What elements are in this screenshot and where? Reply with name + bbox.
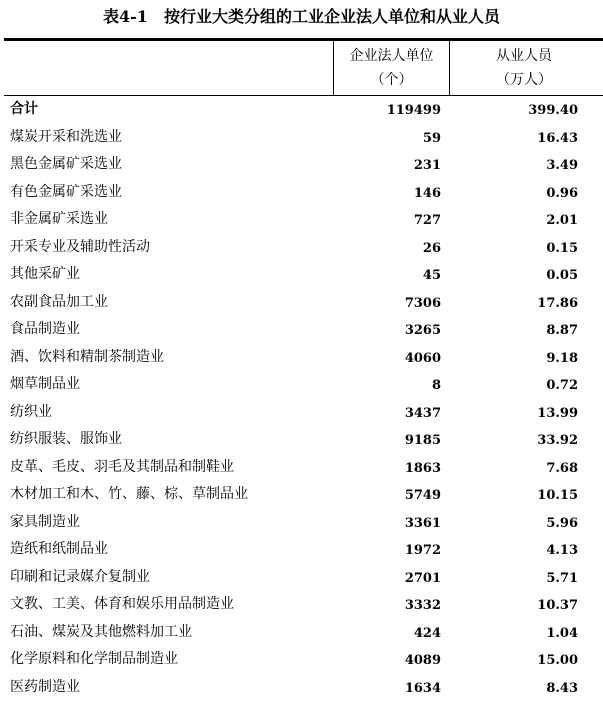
industry-name: 其他采矿业 [10,266,80,282]
table-number: 表4-1 [103,7,148,26]
units-value: 4060 [404,350,441,366]
units-value: 424 [413,625,441,641]
industry-name: 煤炭开采和洗选业 [10,128,122,145]
industry-name: 木材加工和木、竹、藤、棕、草制品业 [10,486,248,502]
table-row [0,151,603,179]
table-title-text: 按行业大类分组的工业企业法人单位和从业人员 [163,7,500,26]
industry-name: 非金属矿采选业 [10,211,108,227]
table-title [0,2,603,32]
table-row [0,646,603,674]
industry-name: 纺织业 [10,403,52,420]
industry-name: 家具制造业 [10,513,80,530]
header-units [334,44,449,94]
table-row [0,399,603,427]
table-row [0,674,603,702]
units-value: 8 [431,378,441,393]
table-row [0,289,603,317]
header-employees-unit: （万人） [496,72,552,88]
employees-value: 9.18 [546,350,578,366]
industry-name: 酒、饮料和精制茶制造业 [10,348,164,365]
industry-name: 石油、煤炭及其他燃料加工业 [10,623,192,640]
employees-value: 3.49 [546,158,578,173]
employees-value: 17.86 [537,295,578,311]
units-value: 45 [422,268,441,283]
table-row [0,481,603,509]
table-row [0,124,603,152]
units-value: 5749 [404,488,441,503]
table-row [0,564,603,592]
units-value: 26 [422,240,441,256]
units-value: 1863 [404,460,441,476]
employees-value: 5.71 [546,570,578,586]
employees-value: 8.43 [546,680,578,696]
units-value: 119499 [386,103,441,118]
table-row [0,536,603,564]
units-value: 2701 [404,570,441,586]
industry-name: 烟草制品业 [10,376,80,392]
employees-value: 0.05 [546,268,578,283]
units-value: 9185 [404,433,441,448]
employees-value: 1.04 [546,625,578,641]
industry-name: 皮革、毛皮、羽毛及其制品和制鞋业 [10,458,234,475]
industry-name: 印刷和记录媒介复制业 [10,568,150,585]
units-value: 1972 [404,543,441,558]
header-employees-label: 从业人员 [496,48,552,64]
units-value: 146 [413,185,441,201]
units-value: 3437 [404,405,441,421]
units-value: 59 [422,130,441,146]
industry-name: 食品制造业 [10,321,80,337]
employees-value: 0.72 [546,378,578,393]
employees-value: 10.37 [537,598,578,613]
units-value: 4089 [404,653,441,668]
employees-value: 13.99 [537,405,578,421]
header-units-label: 企业法人单位 [349,48,434,64]
top-rule [4,38,603,41]
table-row [0,261,603,289]
employees-value: 7.68 [546,460,578,476]
table-row [0,206,603,234]
industry-name: 纺织服装、服饰业 [10,431,122,447]
employees-value: 5.96 [546,515,578,531]
industry-name: 化学原料和化学制品制造业 [10,651,178,667]
industry-name: 合计 [10,101,38,117]
employees-value: 10.15 [537,488,578,503]
units-value: 3361 [404,515,441,531]
employees-value: 8.87 [546,323,578,338]
industry-name: 医药制造业 [10,678,80,695]
table-row [0,371,603,399]
employees-value: 0.96 [546,185,578,201]
table-row [0,316,603,344]
table-row [0,591,603,619]
employees-value: 4.13 [546,543,578,558]
employees-value: 0.15 [546,240,578,256]
table-row [0,179,603,207]
table-row [0,454,603,482]
employees-value: 2.01 [546,213,578,228]
industry-name: 农副食品加工业 [10,293,108,310]
employees-value: 399.40 [528,103,578,118]
units-value: 1634 [404,680,441,696]
industry-name: 开采专业及辅助性活动 [10,238,150,255]
units-value: 7306 [404,295,441,311]
header-employees [450,44,598,94]
employees-value: 15.00 [537,653,578,668]
employees-value: 33.92 [537,433,578,448]
units-value: 3332 [404,598,441,613]
table-row [0,234,603,262]
table-row-total [0,96,603,124]
units-value: 727 [413,213,441,228]
industry-name: 文教、工美、体育和娱乐用品制造业 [10,596,234,612]
industry-name: 有色金属矿采选业 [10,183,122,200]
employees-value: 16.43 [537,130,578,146]
header-units-unit: （个） [370,72,413,88]
table-row [0,619,603,647]
units-value: 231 [413,158,441,173]
units-value: 3265 [404,323,441,338]
table-row [0,426,603,454]
industry-name: 黑色金属矿采选业 [10,156,122,172]
industry-name: 造纸和纸制品业 [10,541,108,557]
table-body [0,96,603,701]
table-row [0,509,603,537]
table-row [0,344,603,372]
